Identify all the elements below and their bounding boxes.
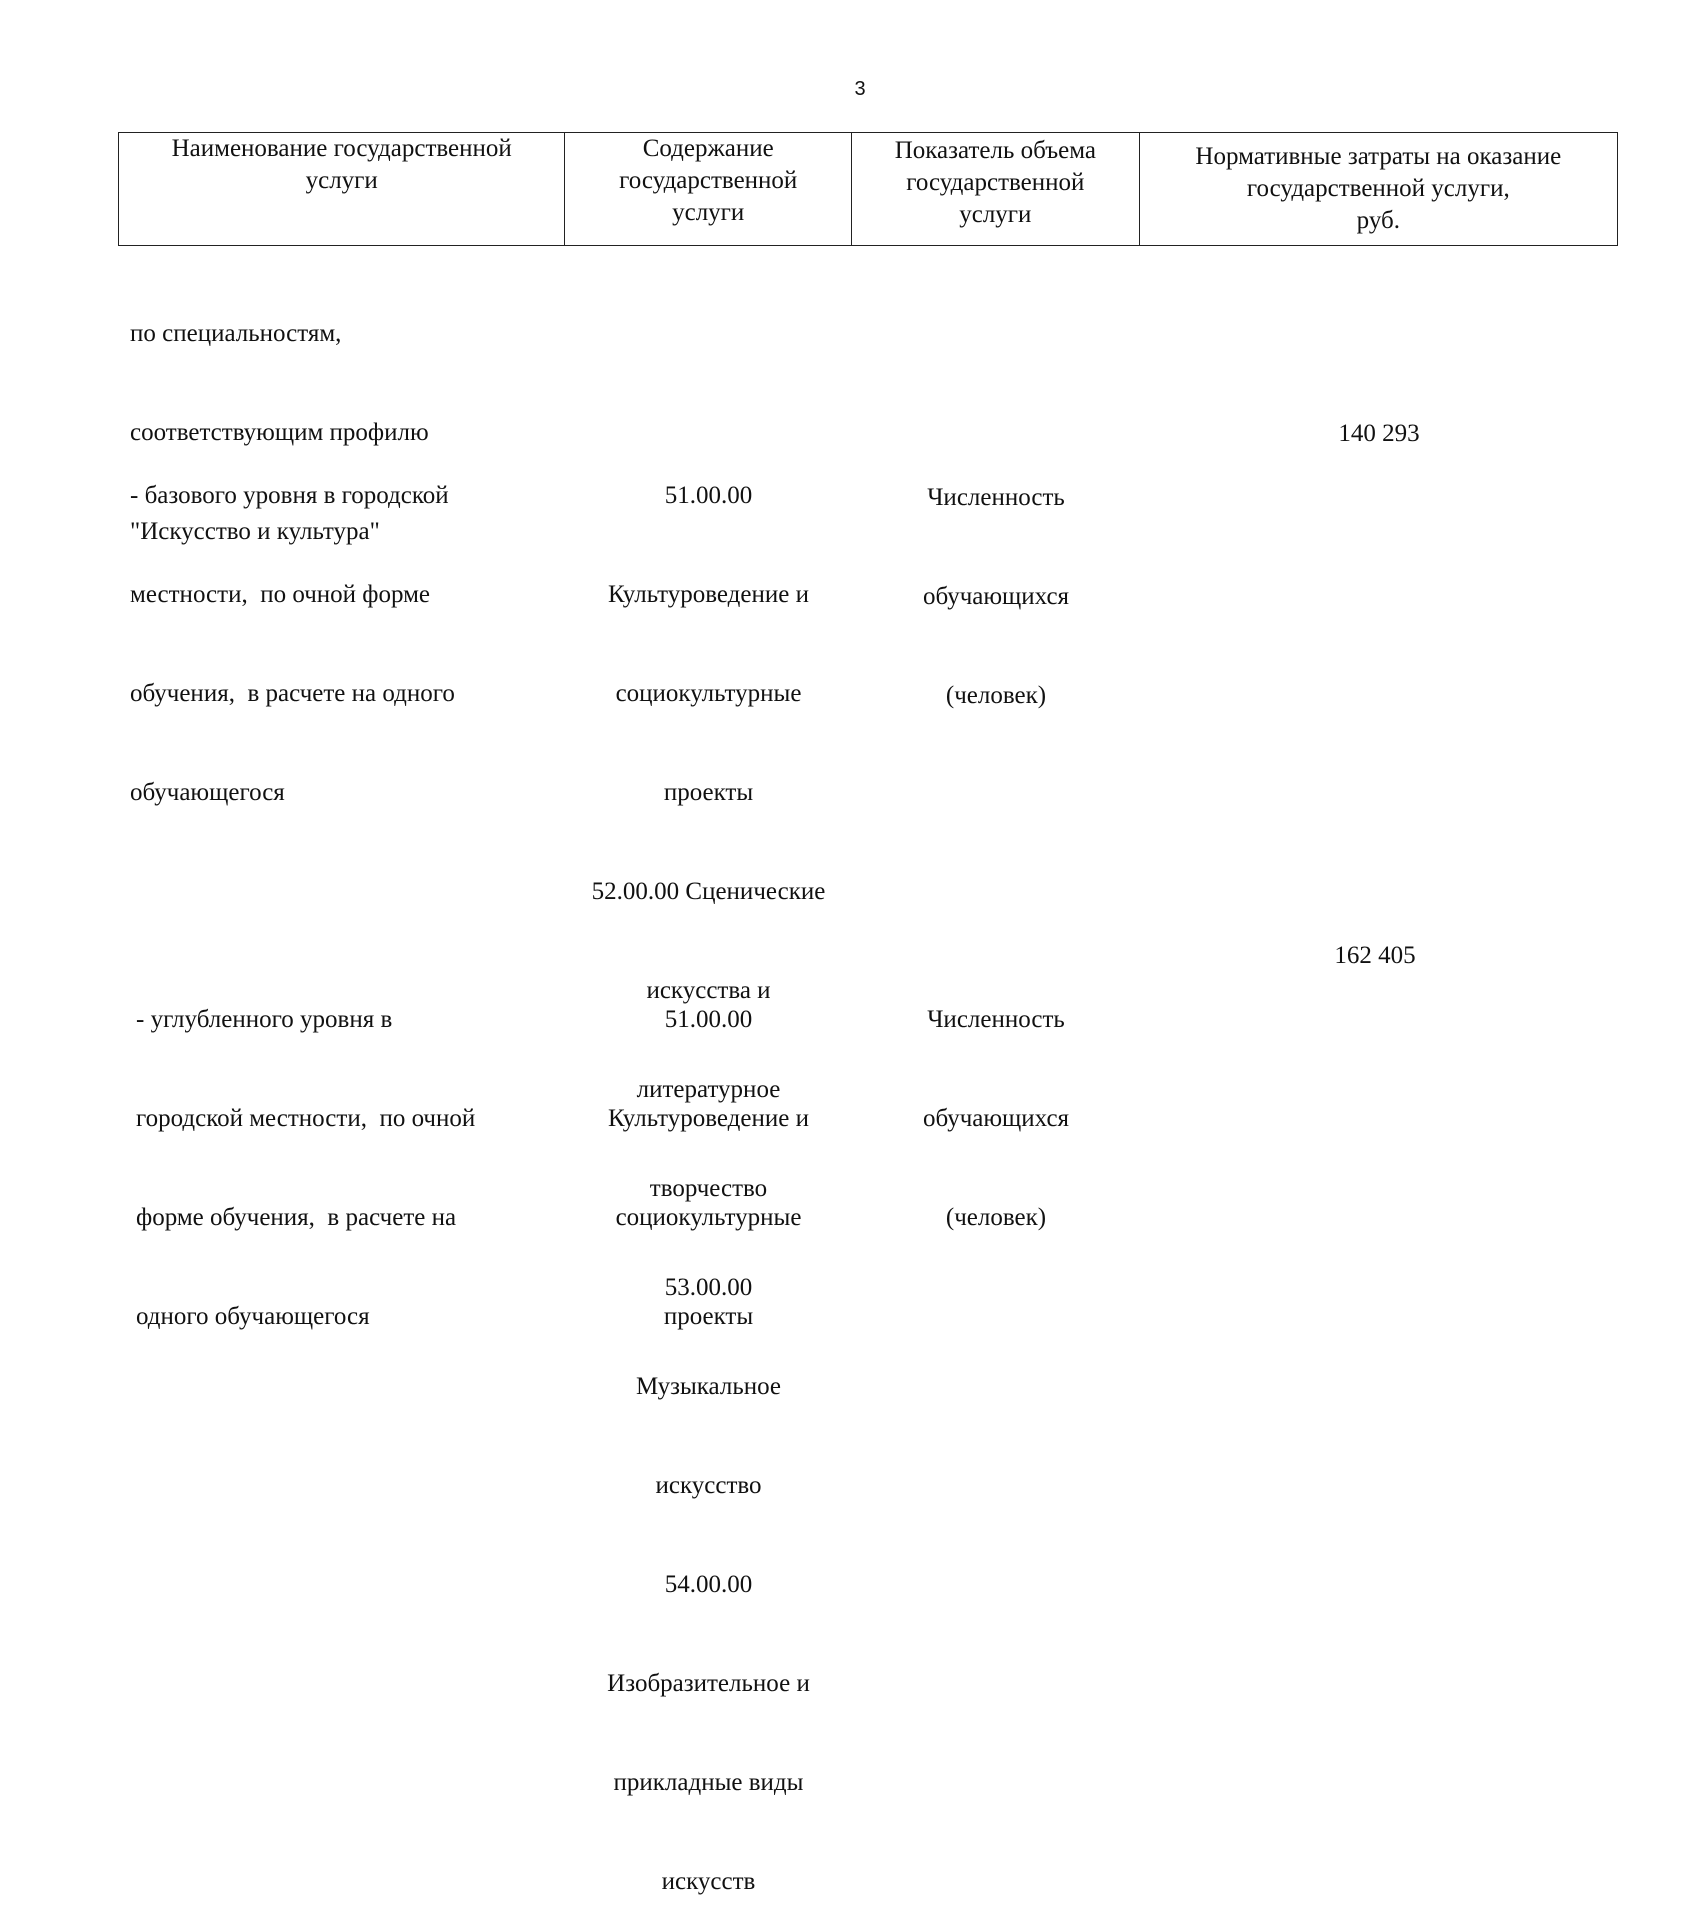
text-line: (человек) xyxy=(945,682,1047,709)
row-1-cost: 140 293 xyxy=(1338,420,1420,447)
text-line: 52.00.00 Сценические xyxy=(591,878,826,905)
text-line: литературное xyxy=(636,1076,781,1103)
header-line: услуги xyxy=(305,167,378,194)
header-service-name xyxy=(119,133,565,245)
row-2-cost: 162 405 xyxy=(1334,942,1416,969)
text-line: городской местности, по очной xyxy=(136,1105,476,1132)
text-line: Культуроведение и xyxy=(608,581,809,608)
text-line: творчество xyxy=(649,1175,768,1202)
text-line: прикладные виды xyxy=(613,1769,804,1796)
text-line: обучающегося xyxy=(130,779,285,806)
text-line: местности, по очной форме xyxy=(130,581,431,608)
header-line: Нормативные затраты на оказание xyxy=(1195,143,1562,170)
header-line: государственной xyxy=(906,169,1085,196)
text-line: искусств xyxy=(661,1868,756,1895)
text-line: - базового уровня в городской xyxy=(130,482,449,509)
page-number: 3 xyxy=(854,78,866,100)
header-line: Наименование государственной xyxy=(171,135,512,162)
text-line: одного обучающегося xyxy=(136,1303,370,1330)
text-line: искусства и xyxy=(646,977,771,1004)
text-line: "Искусство и культура" xyxy=(130,518,380,545)
row-1-service-name xyxy=(130,413,455,842)
text-line: Музыкальное xyxy=(635,1373,782,1400)
text-line: по специальностям, xyxy=(130,320,342,347)
header-line: Показатель объема xyxy=(894,137,1096,164)
header-line: руб. xyxy=(1356,207,1400,234)
header-line: государственной xyxy=(619,167,798,194)
header-normative-costs xyxy=(1140,133,1617,245)
text-line: проекты xyxy=(663,779,754,806)
text-line: Численность xyxy=(927,484,1065,511)
text-line: 53.00.00 xyxy=(664,1274,753,1301)
text-line: обучения, в расчете на одного xyxy=(130,680,455,707)
text-line: обучающихся xyxy=(922,583,1070,610)
text-line: социокультурные xyxy=(615,1204,802,1231)
text-line: 51.00.00 xyxy=(664,482,753,509)
header-line: государственной услуги, xyxy=(1246,175,1510,202)
text-line: 54.00.00 xyxy=(664,1571,753,1598)
header-service-content xyxy=(565,133,852,245)
text-line: Численность xyxy=(927,1006,1065,1033)
text-line: проекты xyxy=(663,1303,754,1330)
header-line: услуги xyxy=(959,201,1032,228)
text-line: обучающихся xyxy=(922,1105,1070,1132)
text-line: - углубленного уровня в xyxy=(136,1006,393,1033)
table-header xyxy=(118,132,1618,246)
header-volume-indicator xyxy=(852,133,1140,245)
text-line: (человек) xyxy=(945,1204,1047,1231)
row-2-volume-indicator xyxy=(852,937,1140,1267)
text-line: искусство xyxy=(655,1472,762,1499)
text-line: Изобразительное и xyxy=(607,1670,810,1697)
text-line: социокультурные xyxy=(615,680,802,707)
text-line: Культуроведение и xyxy=(608,1105,809,1132)
header-line: Содержание xyxy=(642,135,774,162)
row-2-service-content xyxy=(565,937,852,1366)
row-1-volume-indicator xyxy=(852,415,1140,745)
row-2-service-name xyxy=(136,937,475,1366)
text-line: форме обучения, в расчете на xyxy=(136,1204,457,1231)
text-line: 51.00.00 xyxy=(664,1006,753,1033)
text-line: соответствующим профилю xyxy=(130,419,429,446)
header-line: услуги xyxy=(672,199,745,226)
